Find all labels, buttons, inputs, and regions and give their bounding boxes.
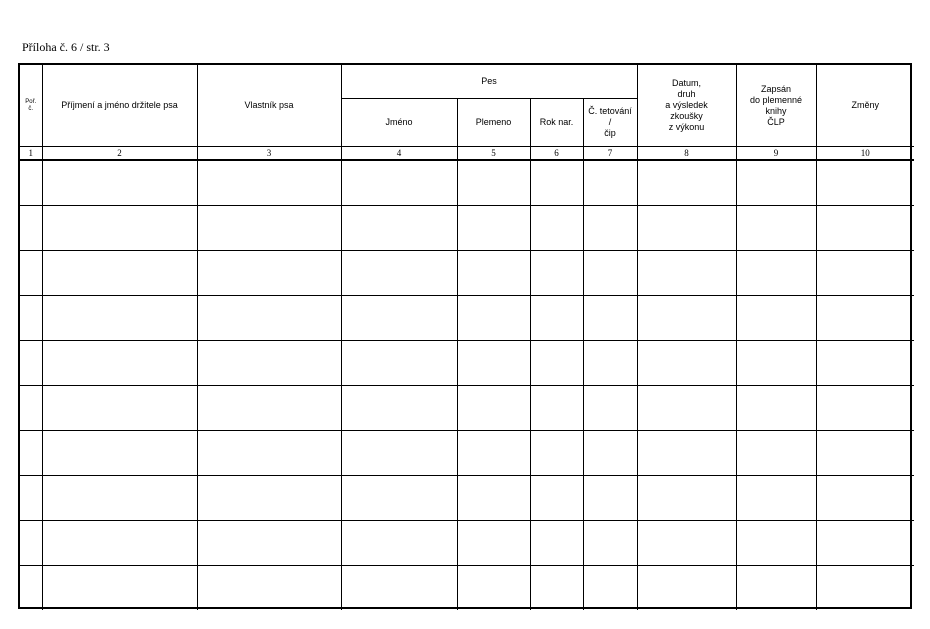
table-cell[interactable] [583,431,637,476]
table-cell[interactable] [736,386,816,431]
table-cell[interactable] [736,160,816,206]
table-cell[interactable] [341,566,457,611]
table-cell[interactable] [457,341,530,386]
table-cell[interactable] [637,431,736,476]
table-cell[interactable] [341,296,457,341]
table-cell[interactable] [197,296,341,341]
table-cell[interactable] [197,386,341,431]
table-cell[interactable] [816,341,914,386]
table-cell[interactable] [457,521,530,566]
column-number: 8 [637,147,736,161]
table-cell[interactable] [42,251,197,296]
table-row [20,341,914,386]
table-row [20,431,914,476]
table-cell[interactable] [736,251,816,296]
header-birth-year: Rok nar. [530,99,583,147]
header-exam-result: Datum, druh a výsledek zkoušky z výkonu [637,65,736,147]
table-cell[interactable] [736,296,816,341]
header-changes: Změny [816,65,914,147]
table-cell[interactable] [42,160,197,206]
table-cell[interactable] [637,341,736,386]
table-cell[interactable] [530,206,583,251]
table-cell[interactable] [583,386,637,431]
table-cell[interactable] [583,566,637,611]
header-tattoo-chip: Č. tetování / čip [583,99,637,147]
table-cell[interactable] [736,431,816,476]
column-number: 9 [736,147,816,161]
table-cell[interactable] [457,296,530,341]
table-cell[interactable] [457,160,530,206]
header-order-number: Poř. č. [20,65,42,147]
table-cell[interactable] [20,521,42,566]
table-cell[interactable] [736,206,816,251]
table-row [20,566,914,611]
table-cell[interactable] [341,521,457,566]
header-owner: Vlastník psa [197,65,341,147]
column-number: 7 [583,147,637,161]
table-cell[interactable] [341,160,457,206]
table-cell[interactable] [341,431,457,476]
table-cell[interactable] [42,341,197,386]
column-number-row [20,147,914,161]
table-cell[interactable] [341,386,457,431]
table-cell[interactable] [341,251,457,296]
table-cell[interactable] [736,341,816,386]
table-row [20,386,914,431]
table-cell[interactable] [20,431,42,476]
header-breed: Plemeno [457,99,530,147]
table-cell[interactable] [341,206,457,251]
table-cell[interactable] [457,431,530,476]
table-cell[interactable] [637,251,736,296]
table-cell[interactable] [637,386,736,431]
table-cell[interactable] [42,431,197,476]
table-cell[interactable] [42,386,197,431]
table-cell[interactable] [42,566,197,611]
table-cell[interactable] [457,206,530,251]
dog-register-form [18,63,912,609]
table-cell[interactable] [20,476,42,521]
table-row [20,251,914,296]
header-group-dog: Pes [341,65,637,99]
table-cell[interactable] [457,566,530,611]
table-cell[interactable] [583,251,637,296]
table-cell[interactable] [20,566,42,611]
table-cell[interactable] [530,566,583,611]
table-cell[interactable] [816,160,914,206]
column-number: 2 [42,147,197,161]
table-cell[interactable] [816,386,914,431]
table-cell[interactable] [637,160,736,206]
table-cell[interactable] [42,476,197,521]
table-cell[interactable] [816,566,914,611]
table-cell[interactable] [42,206,197,251]
table-cell[interactable] [530,251,583,296]
table-cell[interactable] [816,431,914,476]
table-cell[interactable] [197,476,341,521]
table-cell[interactable] [20,251,42,296]
table-cell[interactable] [637,206,736,251]
table-cell[interactable] [20,206,42,251]
table-cell[interactable] [583,160,637,206]
table-cell[interactable] [197,206,341,251]
header-dog-name: Jméno [341,99,457,147]
table-cell[interactable] [816,206,914,251]
table-cell[interactable] [637,521,736,566]
table-cell[interactable] [530,521,583,566]
table-cell[interactable] [736,476,816,521]
column-number: 3 [197,147,341,161]
table-cell[interactable] [197,341,341,386]
table-cell[interactable] [530,476,583,521]
header-studbook-entry: Zapsán do plemenné knihy ČLP [736,65,816,147]
table-cell[interactable] [457,386,530,431]
page-caption: Příloha č. 6 / str. 3 [22,40,110,54]
dog-register-table [20,65,914,610]
table-cell[interactable] [20,341,42,386]
column-number: 4 [341,147,457,161]
header-holder-name: Příjmení a jméno držitele psa [42,65,197,147]
table-row [20,206,914,251]
table-cell[interactable] [197,431,341,476]
table-cell[interactable] [341,341,457,386]
table-cell[interactable] [583,521,637,566]
table-cell[interactable] [637,566,736,611]
table-cell[interactable] [530,386,583,431]
table-cell[interactable] [457,251,530,296]
column-number: 1 [20,147,42,161]
table-cell[interactable] [530,160,583,206]
table-cell[interactable] [530,341,583,386]
table-cell[interactable] [42,521,197,566]
table-cell[interactable] [816,521,914,566]
table-cell[interactable] [20,160,42,206]
table-cell[interactable] [736,566,816,611]
table-cell[interactable] [816,476,914,521]
table-cell[interactable] [583,341,637,386]
table-cell[interactable] [583,296,637,341]
table-body [20,160,914,610]
table-cell[interactable] [197,521,341,566]
table-cell[interactable] [197,251,341,296]
table-cell[interactable] [736,521,816,566]
table-cell[interactable] [637,476,736,521]
table-cell[interactable] [197,566,341,611]
table-cell[interactable] [530,431,583,476]
table-cell[interactable] [341,476,457,521]
table-cell[interactable] [816,251,914,296]
table-cell[interactable] [42,296,197,341]
table-cell[interactable] [583,476,637,521]
column-number: 6 [530,147,583,161]
column-number: 10 [816,147,914,161]
table-cell[interactable] [816,296,914,341]
table-cell[interactable] [20,296,42,341]
table-cell[interactable] [637,296,736,341]
table-cell[interactable] [583,206,637,251]
column-number: 5 [457,147,530,161]
table-row [20,160,914,206]
table-cell[interactable] [457,476,530,521]
table-row [20,521,914,566]
table-header [20,65,914,160]
table-cell[interactable] [197,160,341,206]
table-cell[interactable] [20,386,42,431]
table-cell[interactable] [530,296,583,341]
table-row [20,296,914,341]
table-row [20,476,914,521]
